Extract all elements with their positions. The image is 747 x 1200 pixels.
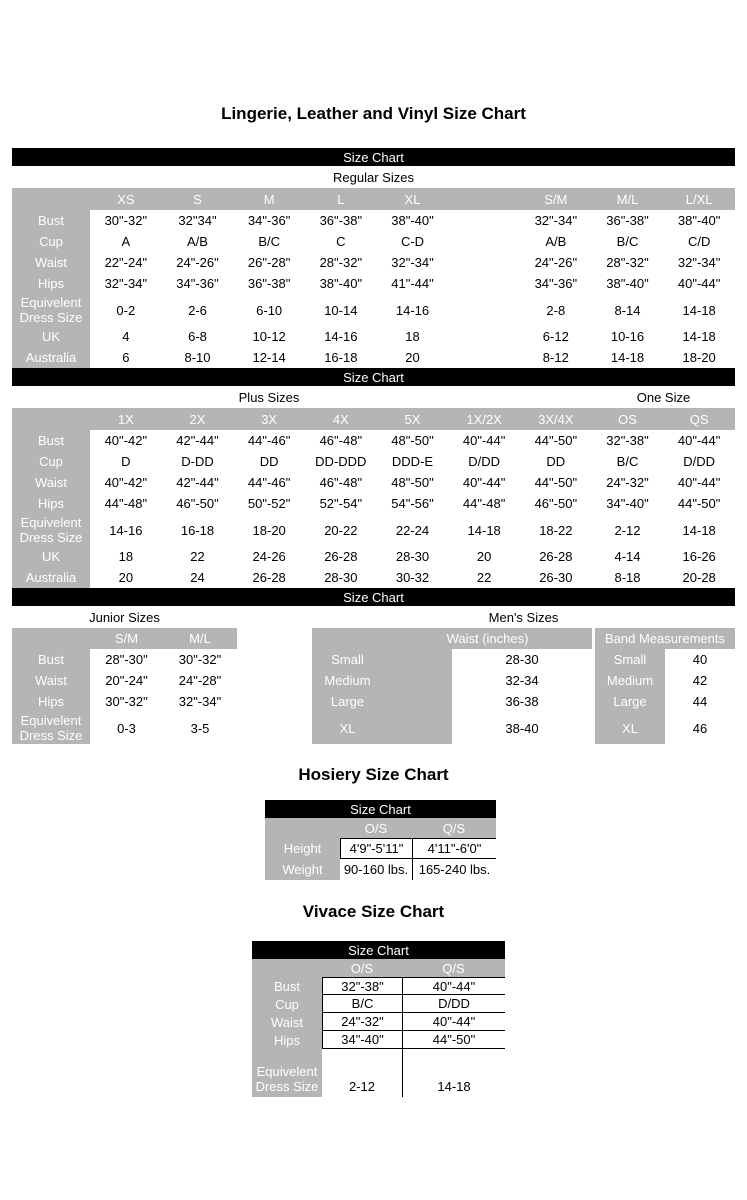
data-cell: 28-30 [377, 546, 449, 567]
data-cell: 30-32 [377, 567, 449, 588]
data-cell: 40"-44" [402, 1013, 505, 1031]
regular-sizes-subtitle: Regular Sizes [333, 169, 414, 185]
data-cell: 28-30 [305, 567, 377, 588]
data-cell: 34"-36" [162, 273, 234, 294]
band-measurements-header: Band Measurements [595, 628, 735, 649]
row-label-cell: Waist [12, 252, 90, 273]
data-cell: 32"-34" [90, 273, 162, 294]
data-cell: 36"-38" [592, 210, 664, 231]
data-cell: B/C [233, 231, 305, 252]
row-label-cell: Weight [265, 859, 340, 880]
data-cell: 18-20 [663, 347, 735, 368]
data-cell [448, 347, 520, 368]
data-cell: B/C [592, 451, 664, 472]
data-cell: 46"-50" [162, 493, 234, 514]
column-header-cell: 1X [90, 408, 162, 430]
data-cell: 24 [162, 567, 234, 588]
data-cell: 46 [665, 712, 735, 744]
data-cell: 14-18 [663, 514, 735, 546]
data-cell: 20 [448, 546, 520, 567]
data-cell: 90-160 lbs. [340, 859, 412, 880]
row-label-cell: Hips [12, 273, 90, 294]
vivace-table [252, 959, 505, 1097]
row-label-cell: Cup [252, 995, 322, 1013]
data-cell [448, 252, 520, 273]
row-label-cell: Bust [252, 977, 322, 995]
data-cell: 38"-40" [592, 273, 664, 294]
data-cell: 22 [162, 546, 234, 567]
data-cell: 26-28 [233, 567, 305, 588]
data-cell [448, 231, 520, 252]
data-cell: 40"-44" [663, 472, 735, 493]
data-cell: 46"-48" [305, 430, 377, 451]
data-cell: 20 [90, 567, 162, 588]
row-label-cell: XL [312, 712, 383, 744]
column-header-cell: QS [663, 408, 735, 430]
column-header-cell: XS [90, 188, 162, 210]
row-label-cell: Bust [12, 649, 90, 670]
data-cell: 20"-24" [90, 670, 163, 691]
data-cell: 10-16 [592, 326, 664, 347]
data-cell: 40 [665, 649, 735, 670]
data-cell: 14-18 [663, 326, 735, 347]
data-cell: 8-14 [592, 294, 664, 326]
data-cell: 44"-50" [520, 472, 592, 493]
row-label-cell: Equivelent Dress Size [12, 294, 90, 326]
size-chart-bar-hosiery: Size Chart [265, 800, 496, 818]
page-title: Lingerie, Leather and Vinyl Size Chart [221, 104, 526, 123]
data-cell: 20-28 [663, 567, 735, 588]
data-cell: 165-240 lbs. [412, 859, 496, 880]
row-label-cell: Cup [12, 231, 90, 252]
data-cell: 3-5 [163, 712, 237, 744]
data-cell: 28"-32" [592, 252, 664, 273]
data-cell: 22 [448, 567, 520, 588]
data-cell: 34"-36" [233, 210, 305, 231]
hosiery-table [265, 818, 496, 880]
data-cell: 34"-40" [322, 1031, 402, 1049]
data-cell: 14-18 [592, 347, 664, 368]
column-header-cell: XL [377, 188, 449, 210]
data-cell: 14-18 [448, 514, 520, 546]
data-cell: 22-24 [377, 514, 449, 546]
waist-inches-header: Waist (inches) [383, 628, 592, 649]
data-cell: 36"-38" [305, 210, 377, 231]
column-header-cell: OS [592, 408, 664, 430]
size-chart-bar-junior-mens: Size Chart [12, 588, 735, 606]
data-cell: A/B [520, 231, 592, 252]
data-cell: 22"-24" [90, 252, 162, 273]
column-header-cell: Q/S [402, 959, 505, 977]
plus-sizes-table [12, 408, 735, 588]
column-header-cell [265, 818, 340, 838]
data-cell: 28-30 [452, 649, 592, 670]
data-cell: 8-12 [520, 347, 592, 368]
data-cell: 10-12 [233, 326, 305, 347]
data-cell: 52"-54" [305, 493, 377, 514]
row-label-cell: Australia [12, 347, 90, 368]
junior-mens-tables-row [12, 628, 735, 744]
data-cell: 30"-32" [90, 210, 162, 231]
column-header-cell: O/S [322, 959, 402, 977]
plus-sizes-subtitle: Plus Sizes [238, 389, 300, 405]
data-cell: 28"-32" [305, 252, 377, 273]
column-header-cell [252, 959, 322, 977]
column-header-cell: 3X [233, 408, 305, 430]
data-cell [448, 273, 520, 294]
junior-mens-subtitle-row [12, 606, 735, 628]
data-cell: 2-12 [322, 1049, 402, 1097]
data-cell: 24-26 [233, 546, 305, 567]
data-cell: 14-18 [663, 294, 735, 326]
data-cell: 24"-32" [592, 472, 664, 493]
row-label-cell: Large [595, 691, 665, 712]
row-label-cell: Small [595, 649, 665, 670]
data-cell: 14-16 [305, 326, 377, 347]
plus-sizes-subtitle-row [12, 386, 735, 408]
row-label-cell: Hips [252, 1031, 322, 1049]
data-cell: 4'11"-6'0" [412, 838, 496, 859]
data-cell: 24"-26" [162, 252, 234, 273]
data-cell: 44"-50" [663, 493, 735, 514]
row-label-cell: Waist [12, 472, 90, 493]
data-cell: 18 [90, 546, 162, 567]
data-cell: 46"-50" [520, 493, 592, 514]
data-cell: 44"-48" [448, 493, 520, 514]
data-cell: 44"-48" [90, 493, 162, 514]
subtitle-spacer [448, 386, 592, 408]
row-label-cell [383, 670, 452, 691]
data-cell: 2-8 [520, 294, 592, 326]
mens-waist-grid [312, 649, 592, 744]
data-cell [448, 326, 520, 347]
subtitle-spacer [237, 606, 312, 628]
column-header-cell: S/M [520, 188, 592, 210]
data-cell: 24"-26" [520, 252, 592, 273]
data-cell: 40"-44" [663, 430, 735, 451]
size-chart-bar-vivace: Size Chart [252, 941, 505, 959]
data-cell: 20-22 [305, 514, 377, 546]
data-cell: 54"-56" [377, 493, 449, 514]
row-label-cell: UK [12, 326, 90, 347]
data-cell: D/DD [663, 451, 735, 472]
data-cell: 16-18 [305, 347, 377, 368]
row-label-cell [383, 712, 452, 744]
column-header-cell: M/L [592, 188, 664, 210]
data-cell: 26-30 [520, 567, 592, 588]
data-cell [448, 294, 520, 326]
row-label-cell: Australia [12, 567, 90, 588]
data-cell: 40"-44" [448, 430, 520, 451]
data-cell: 6-12 [520, 326, 592, 347]
data-cell: D/DD [448, 451, 520, 472]
data-cell: 8-10 [162, 347, 234, 368]
column-header-cell: M [233, 188, 305, 210]
data-cell: DDD-E [377, 451, 449, 472]
row-label-cell [383, 691, 452, 712]
data-cell: 4'9"-5'11" [340, 838, 412, 859]
data-cell: 44"-50" [520, 430, 592, 451]
data-cell: 30"-32" [163, 649, 237, 670]
data-cell: B/C [322, 995, 402, 1013]
size-chart-bar-regular: Size Chart [12, 148, 735, 166]
data-cell: C-D [377, 231, 449, 252]
one-size-subtitle: One Size [636, 389, 691, 405]
column-header-cell: 3X/4X [520, 408, 592, 430]
row-label-cell: Medium [312, 670, 383, 691]
data-cell: 18 [377, 326, 449, 347]
column-header-cell: S [162, 188, 234, 210]
column-header-cell: 1X/2X [448, 408, 520, 430]
row-label-cell: Small [312, 649, 383, 670]
data-cell: 28"-30" [90, 649, 163, 670]
data-cell: 0-2 [90, 294, 162, 326]
data-cell: 32"-34" [663, 252, 735, 273]
row-label-cell: Bust [12, 210, 90, 231]
data-cell: 18-20 [233, 514, 305, 546]
column-header-cell: 2X [162, 408, 234, 430]
row-label-cell [383, 649, 452, 670]
data-cell: 40"-44" [402, 977, 505, 995]
mens-band-grid [595, 649, 735, 744]
data-cell: 6 [90, 347, 162, 368]
column-header-cell: S/M [90, 628, 163, 649]
data-cell: DD [233, 451, 305, 472]
column-header-cell [448, 188, 520, 210]
data-cell: 8-18 [592, 567, 664, 588]
data-cell: 44 [665, 691, 735, 712]
data-cell: 6-8 [162, 326, 234, 347]
data-cell: 10-14 [305, 294, 377, 326]
junior-sizes-subtitle: Junior Sizes [89, 609, 160, 625]
header-spacer-cell [312, 628, 383, 649]
data-cell: 18-22 [520, 514, 592, 546]
data-cell: 32"-38" [592, 430, 664, 451]
row-label-cell: Equivelent Dress Size [252, 1049, 322, 1097]
row-label-cell: XL [595, 712, 665, 744]
mens-band-table [595, 628, 735, 744]
data-cell: 36"-38" [233, 273, 305, 294]
data-cell: 38-40 [452, 712, 592, 744]
table-gap [237, 628, 312, 744]
row-label-cell: Cup [12, 451, 90, 472]
data-cell: 26"-28" [233, 252, 305, 273]
column-header-cell [12, 408, 90, 430]
column-header-cell: 5X [377, 408, 449, 430]
row-label-cell: Hips [12, 691, 90, 712]
data-cell: 4 [90, 326, 162, 347]
column-header-cell: O/S [340, 818, 412, 838]
regular-sizes-table [12, 188, 735, 368]
data-cell: 2-6 [162, 294, 234, 326]
data-cell: B/C [592, 231, 664, 252]
column-header-cell [12, 188, 90, 210]
data-cell: 46"-48" [305, 472, 377, 493]
data-cell: 38"-40" [377, 210, 449, 231]
data-cell: 24"-28" [163, 670, 237, 691]
row-label-cell: Waist [252, 1013, 322, 1031]
mens-waist-table [312, 628, 592, 744]
data-cell: 38"-40" [305, 273, 377, 294]
row-label-cell: Bust [12, 430, 90, 451]
data-cell: D-DD [162, 451, 234, 472]
data-cell: 16-26 [663, 546, 735, 567]
data-cell: 44"-46" [233, 472, 305, 493]
data-cell: D [90, 451, 162, 472]
data-cell: 32"-34" [163, 691, 237, 712]
column-header-cell: L [305, 188, 377, 210]
column-header-cell: Q/S [412, 818, 496, 838]
size-chart-bar-plus: Size Chart [12, 368, 735, 386]
data-cell: 44"-50" [402, 1031, 505, 1049]
data-cell: 0-3 [90, 712, 163, 744]
row-label-cell: Large [312, 691, 383, 712]
mens-sizes-subtitle: Men's Sizes [488, 609, 559, 625]
data-cell: 40"-42" [90, 472, 162, 493]
data-cell: 50"-52" [233, 493, 305, 514]
row-label-cell: Height [265, 838, 340, 859]
junior-sizes-table [12, 628, 237, 744]
row-label-cell: Medium [595, 670, 665, 691]
data-cell: 26-28 [305, 546, 377, 567]
row-label-cell: Hips [12, 493, 90, 514]
data-cell: 14-18 [402, 1049, 505, 1097]
data-cell: 32"34" [162, 210, 234, 231]
data-cell: 38"-40" [663, 210, 735, 231]
data-cell: 16-18 [162, 514, 234, 546]
data-cell: 36-38 [452, 691, 592, 712]
data-cell: 34"-40" [592, 493, 664, 514]
vivace-title: Vivace Size Chart [302, 902, 445, 921]
data-cell: 32"-34" [520, 210, 592, 231]
data-cell: 32-34 [452, 670, 592, 691]
data-cell: 42"-44" [162, 472, 234, 493]
data-cell: 34"-36" [520, 273, 592, 294]
data-cell: 41"-44" [377, 273, 449, 294]
data-cell: C [305, 231, 377, 252]
data-cell: 24"-32" [322, 1013, 402, 1031]
row-label-cell: UK [12, 546, 90, 567]
row-label-cell: Equivelent Dress Size [12, 514, 90, 546]
data-cell: D/DD [402, 995, 505, 1013]
data-cell: 30"-32" [90, 691, 163, 712]
data-cell: A/B [162, 231, 234, 252]
data-cell: C/D [663, 231, 735, 252]
charts-container [12, 148, 735, 1097]
data-cell: 42"-44" [162, 430, 234, 451]
data-cell: DD-DDD [305, 451, 377, 472]
data-cell: 14-16 [377, 294, 449, 326]
row-label-cell: Waist [12, 670, 90, 691]
data-cell: 12-14 [233, 347, 305, 368]
data-cell: 40"-44" [448, 472, 520, 493]
column-header-cell: 4X [305, 408, 377, 430]
data-cell: 4-14 [592, 546, 664, 567]
column-header-cell: M/L [163, 628, 237, 649]
data-cell: 42 [665, 670, 735, 691]
column-header-cell: L/XL [663, 188, 735, 210]
data-cell: 32"-38" [322, 977, 402, 995]
data-cell: A [90, 231, 162, 252]
subtitle-spacer [12, 386, 90, 408]
data-cell: 32"-34" [377, 252, 449, 273]
hosiery-title: Hosiery Size Chart [298, 765, 449, 784]
data-cell: 2-12 [592, 514, 664, 546]
data-cell: 26-28 [520, 546, 592, 567]
column-header-cell [12, 628, 90, 649]
data-cell: 14-16 [90, 514, 162, 546]
mens-waist-header-row [312, 628, 592, 649]
data-cell: 48"-50" [377, 430, 449, 451]
data-cell: 40"-44" [663, 273, 735, 294]
data-cell: 48"-50" [377, 472, 449, 493]
data-cell: DD [520, 451, 592, 472]
data-cell: 20 [377, 347, 449, 368]
row-label-cell: Equivelent Dress Size [12, 712, 90, 744]
data-cell [448, 210, 520, 231]
data-cell: 6-10 [233, 294, 305, 326]
data-cell: 40"-42" [90, 430, 162, 451]
data-cell: 44"-46" [233, 430, 305, 451]
